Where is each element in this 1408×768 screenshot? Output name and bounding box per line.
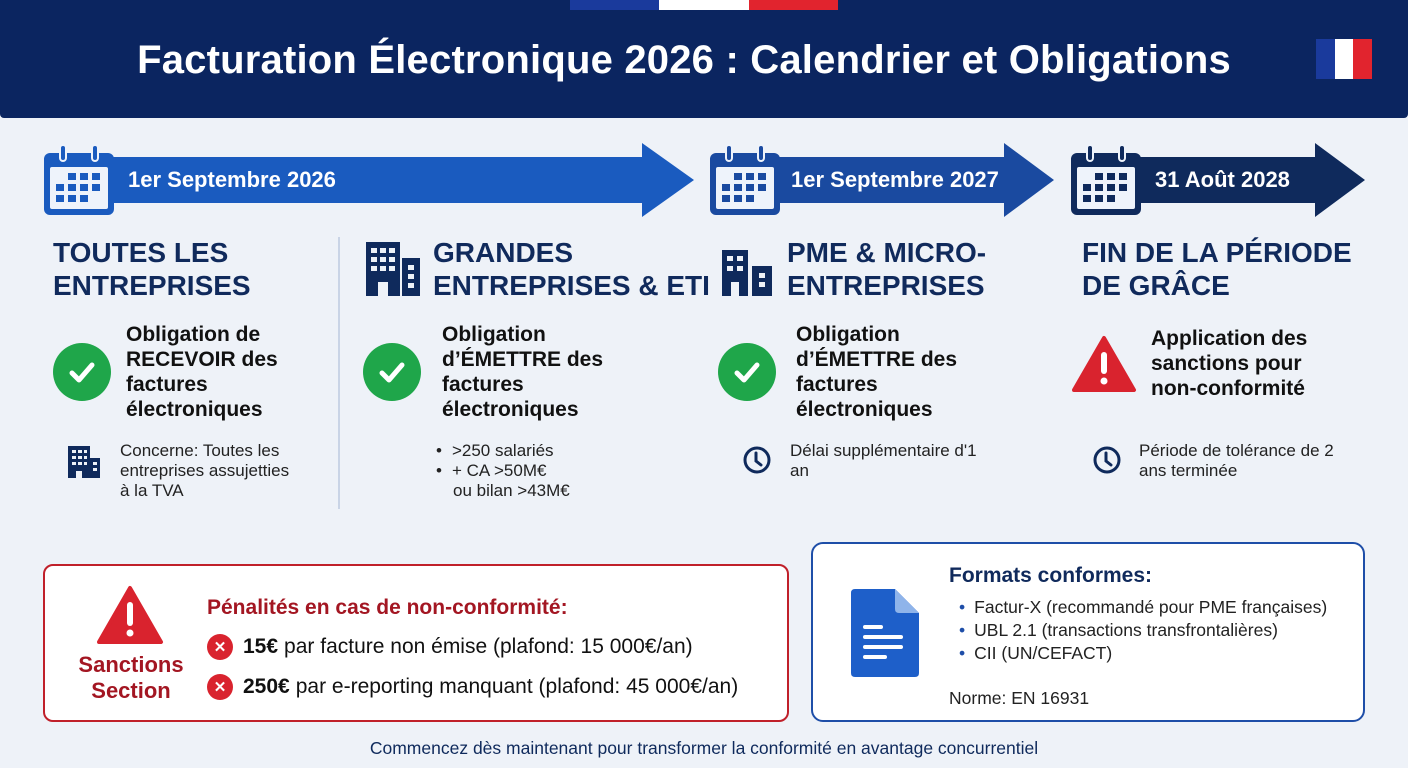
format-item: • CII (UN/CEFACT) (959, 642, 1327, 665)
column-toutes-entreprises (53, 236, 333, 302)
calendar-icon (708, 143, 782, 217)
norm-label: Norme: EN 16931 (949, 688, 1090, 708)
column-heading: TOUTES LES ENTREPRISES (53, 237, 251, 301)
page-title: Facturation Électronique 2026 : Calendrier et Obligations (137, 38, 1231, 82)
criteria-list: • >250 salariés • + CA >50M€ ou bilan >43M€ (436, 441, 570, 500)
obligation-receive: Obligation de RECEVOIR des factures électroniques (53, 322, 278, 422)
formats-list (959, 596, 1327, 665)
scope-note: Concerne: Toutes les entreprises assujetties à la TVA (120, 441, 290, 500)
format-item: • UBL 2.1 (transactions transfrontalières) (959, 619, 1327, 642)
column-heading-grandes-entreprises: GRANDES ENTREPRISES & ETI (433, 237, 710, 301)
delay-note: Délai supplémentaire d'1 an (790, 441, 977, 480)
formats-title: Formats conformes: (949, 564, 1153, 587)
x-circle-icon: ✕ (207, 634, 233, 660)
timeline-date-2027: 1er Septembre 2027 (791, 167, 999, 192)
check-circle-icon (363, 343, 421, 401)
obligation-emit-grandes: Obligation d’ÉMETTRE des factures électroniques (363, 322, 603, 422)
footer-tagline: Commencez dès maintenant pour transformer la conformité en avantage concurrentiel (369, 738, 1039, 758)
calendar-icon (42, 143, 116, 217)
timeline-date-2026: 1er Septembre 2026 (128, 167, 336, 192)
timeline-arrow-2026 (42, 143, 694, 217)
document-icon (849, 587, 921, 679)
warning-triangle-icon (1071, 334, 1137, 394)
building-icon (66, 444, 102, 480)
format-item: • Factur-X (recommandé pour PME françaises) (959, 596, 1327, 619)
tricolor-stripe (570, 0, 838, 10)
french-flag-icon (1316, 39, 1372, 79)
timeline-arrow-2028 (1069, 143, 1365, 217)
timeline-date-2028: 31 Août 2028 (1155, 167, 1290, 192)
building-icon (718, 248, 776, 298)
sanctions-label: Sanctions Section (78, 652, 184, 703)
penalty-item: ✕ 15€ par facture non émise (plafond: 15 000€/an) (207, 634, 693, 660)
sanctions-panel (43, 564, 789, 722)
timeline-arrow-2027 (708, 143, 1054, 217)
header-banner (0, 0, 1408, 118)
warning-triangle-icon (95, 584, 165, 646)
clock-icon (742, 445, 772, 475)
obligation-emit-pme: Obligation d’ÉMETTRE des factures électroniques (718, 322, 957, 422)
formats-panel (811, 542, 1365, 722)
tolerance-note: Période de tolérance de 2 ans terminée (1139, 441, 1334, 480)
clock-icon (1092, 445, 1122, 475)
column-divider (338, 237, 340, 509)
obligation-sanctions: Application des sanctions pour non-conformité (1071, 326, 1307, 401)
calendar-icon (1069, 143, 1143, 217)
penalty-item: ✕ 250€ par e-reporting manquant (plafond: 45 000€/an) (207, 674, 738, 700)
check-circle-icon (53, 343, 111, 401)
check-circle-icon (718, 343, 776, 401)
building-icon (362, 238, 422, 298)
x-circle-icon: ✕ (207, 674, 233, 700)
column-heading-grace: FIN DE LA PÉRIODE DE GRÂCE (1082, 237, 1352, 301)
column-heading-pme: PME & MICRO- ENTREPRISES (787, 237, 987, 301)
penalties-title: Pénalités en cas de non-conformité: (207, 596, 568, 619)
